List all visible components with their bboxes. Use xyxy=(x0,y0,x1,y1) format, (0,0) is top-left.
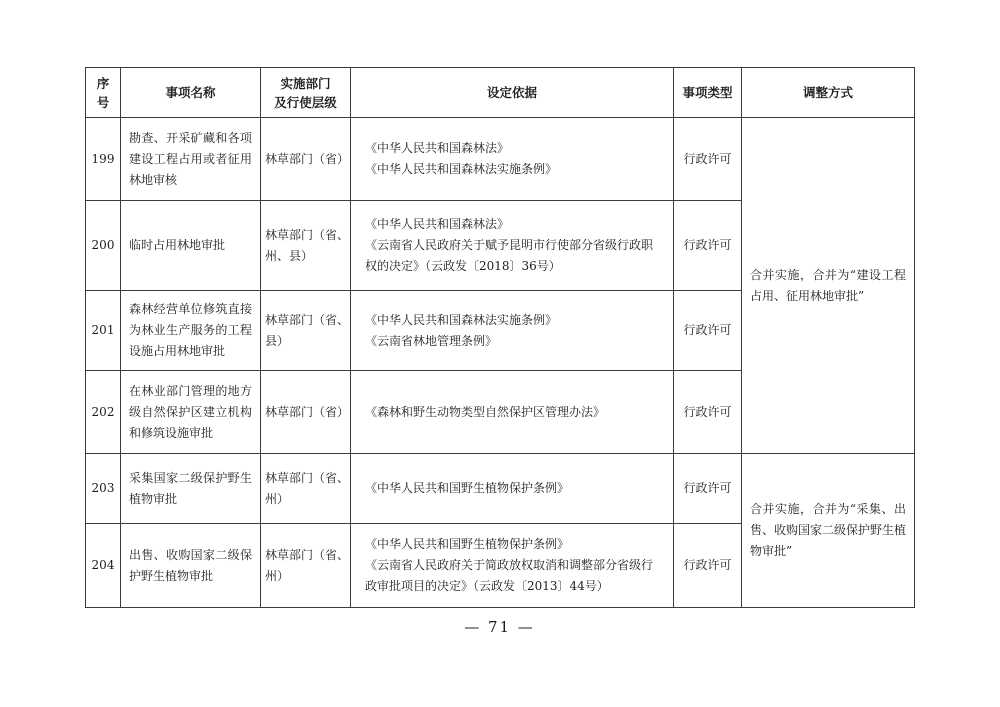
header-line: 号 xyxy=(96,94,110,110)
cell-adjustment-merged xyxy=(742,118,915,454)
cell-no: 200 xyxy=(86,201,121,291)
cell-no: 202 xyxy=(86,371,121,454)
basis-line: 《森林和野生动物类型自然保护区管理办法》 xyxy=(365,404,606,419)
basis-line: 《云南省林地管理条例》 xyxy=(365,333,498,348)
cell-basis xyxy=(351,201,674,291)
basis-line: 《中华人民共和国森林法》 xyxy=(365,141,510,155)
basis-line: 《云南省人民政府关于赋予昆明市行使部分省级行政职权的决定》（云政发〔2018〕36号） xyxy=(365,238,654,273)
header-cell-type xyxy=(674,68,742,118)
adjustment-text: 合并实施，合并为“建设工程占用、征用林地审批” xyxy=(750,267,906,303)
items-table xyxy=(85,67,915,608)
cell-department: 林草部门（省、州） xyxy=(261,524,351,608)
header-line: 实施部门 xyxy=(280,75,331,91)
cell-type: 行政许可 xyxy=(674,291,742,371)
header-cell-item-name xyxy=(121,68,261,118)
cell-item-name: 森林经营单位修筑直接为林业生产服务的工程设施占用林地审批 xyxy=(121,291,261,371)
basis-line: 《中华人民共和国森林法实施条例》 xyxy=(365,312,558,327)
cell-department: 林草部门（省、州、县） xyxy=(261,201,351,291)
cell-type: 行政许可 xyxy=(674,371,742,454)
header-line: 设定依据 xyxy=(486,85,537,100)
table-row xyxy=(86,454,915,524)
cell-no: 204 xyxy=(86,524,121,608)
cell-no: 203 xyxy=(86,454,121,524)
header-cell-adjustment xyxy=(742,68,915,118)
basis-line: 《中华人民共和国野生植物保护条例》 xyxy=(365,481,570,495)
cell-department: 林草部门（省、县） xyxy=(261,291,351,371)
header-cell-no xyxy=(86,68,121,118)
basis-line: 《中华人民共和国野生植物保护条例》 xyxy=(365,537,570,551)
cell-department: 林草部门（省、州） xyxy=(261,454,351,524)
cell-type: 行政许可 xyxy=(674,201,742,291)
page-number: — 71 — xyxy=(464,618,535,636)
header-line: 序 xyxy=(96,75,110,91)
cell-item-name: 临时占用林地审批 xyxy=(121,201,261,291)
header-cell-basis xyxy=(351,68,674,118)
cell-basis xyxy=(351,454,674,524)
table-header-row xyxy=(86,68,915,118)
basis-line: 《中华人民共和国森林法实施条例》 xyxy=(365,162,558,176)
cell-type: 行政许可 xyxy=(674,524,742,608)
cell-department: 林草部门（省） xyxy=(261,371,351,454)
cell-type: 行政许可 xyxy=(674,118,742,201)
table-row xyxy=(86,118,915,201)
header-line: 及行使层级 xyxy=(274,94,337,110)
header-line: 事项名称 xyxy=(165,85,216,100)
header-line: 事项类型 xyxy=(682,85,733,100)
cell-item-name: 出售、收购国家二级保护野生植物审批 xyxy=(121,524,261,608)
cell-item-name: 采集国家二级保护野生植物审批 xyxy=(121,454,261,524)
cell-no: 199 xyxy=(86,118,121,201)
cell-basis xyxy=(351,371,674,454)
adjustment-text: 合并实施，合并为“采集、出售、收购国家二级保护野生植物审批” xyxy=(750,502,907,558)
cell-type: 行政许可 xyxy=(674,454,742,524)
cell-item-name: 在林业部门管理的地方级自然保护区建立机构和修筑设施审批 xyxy=(121,371,261,454)
header-cell-department xyxy=(261,68,351,118)
cell-no: 201 xyxy=(86,291,121,371)
cell-basis xyxy=(351,524,674,608)
cell-basis xyxy=(351,118,674,201)
basis-line: 《中华人民共和国森林法》 xyxy=(365,217,510,231)
cell-basis xyxy=(351,291,674,371)
cell-adjustment-merged xyxy=(742,454,915,608)
cell-item-name: 勘查、开采矿藏和各项建设工程占用或者征用林地审核 xyxy=(121,118,261,201)
header-line: 调整方式 xyxy=(802,85,853,100)
basis-line: 《云南省人民政府关于简政放权取消和调整部分省级行政审批项目的决定》（云政发〔2013〕44号） xyxy=(365,558,654,593)
cell-department: 林草部门（省） xyxy=(261,118,351,201)
